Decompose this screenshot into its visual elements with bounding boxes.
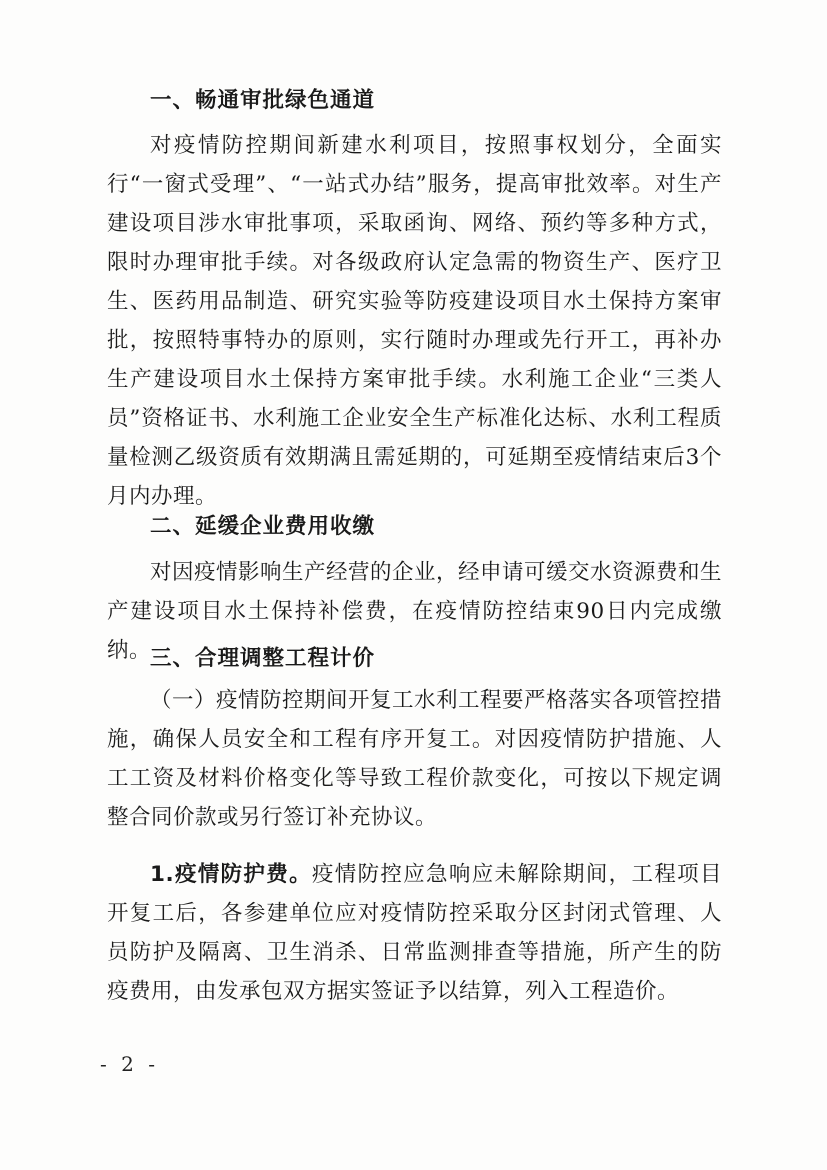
section1-paragraph: 对疫情防控期间新建水利项目，按照事权划分，全面实行“一窗式受理”、“一站式办结”服务，提高审批效率。对生产建设项目涉水审批事项，采取函询、网络、预约等多种方式，限时办理审批手续。对各级政府认定急需的物资生产、医疗卫生、医药用品制造、研究实验等防疫建设项目水土保持方案审批，按照特事特办的原则，实行随时办理或先行开工，再补办生产建设项目水土保持方案审批手续。水利施工企业“三类人员”资格证书、水利施工企业安全生产标准化达标、水利工程质量检测乙级资质有效期满且需延期的，可延期至疫情结束后3个月内办理。 <box>107 133 722 509</box>
section3-heading: 三、合理调整工程计价 <box>150 646 376 671</box>
page-number: - 2 - <box>100 1052 159 1076</box>
section2-paragraph: 对因疫情影响生产经营的企业，经申请可缓交水资源费和生产建设项目水土保持补偿费，在疫情防控结束90日内完成缴纳。 <box>107 560 723 663</box>
section1-heading: 一、畅通审批绿色通道 <box>150 88 376 113</box>
item1-lead: 1.疫情防护费。 <box>150 862 312 887</box>
section2-heading: 二、延缓企业费用收缴 <box>150 514 376 539</box>
item1-text: 疫情防控应急响应未解除期间，工程项目开复工后，各参建单位应对疫情防控采取分区封闭式管理、人员防护及隔离、卫生消杀、日常监测排查等措施，所产生的防疫费用，由发承包双方据实签证予以结算，列入工程造价。 <box>107 862 722 1004</box>
section3-paragraph: （一）疫情防控期间开复工水利工程要严格落实各项管控措施，确保人员安全和工程有序开复工。对因疫情防护措施、人工工资及材料价格变化等导致工程价款变化，可按以下规定调整合同价款或另行签订补充协议。 <box>107 688 723 830</box>
section3-item1 <box>107 855 722 1011</box>
